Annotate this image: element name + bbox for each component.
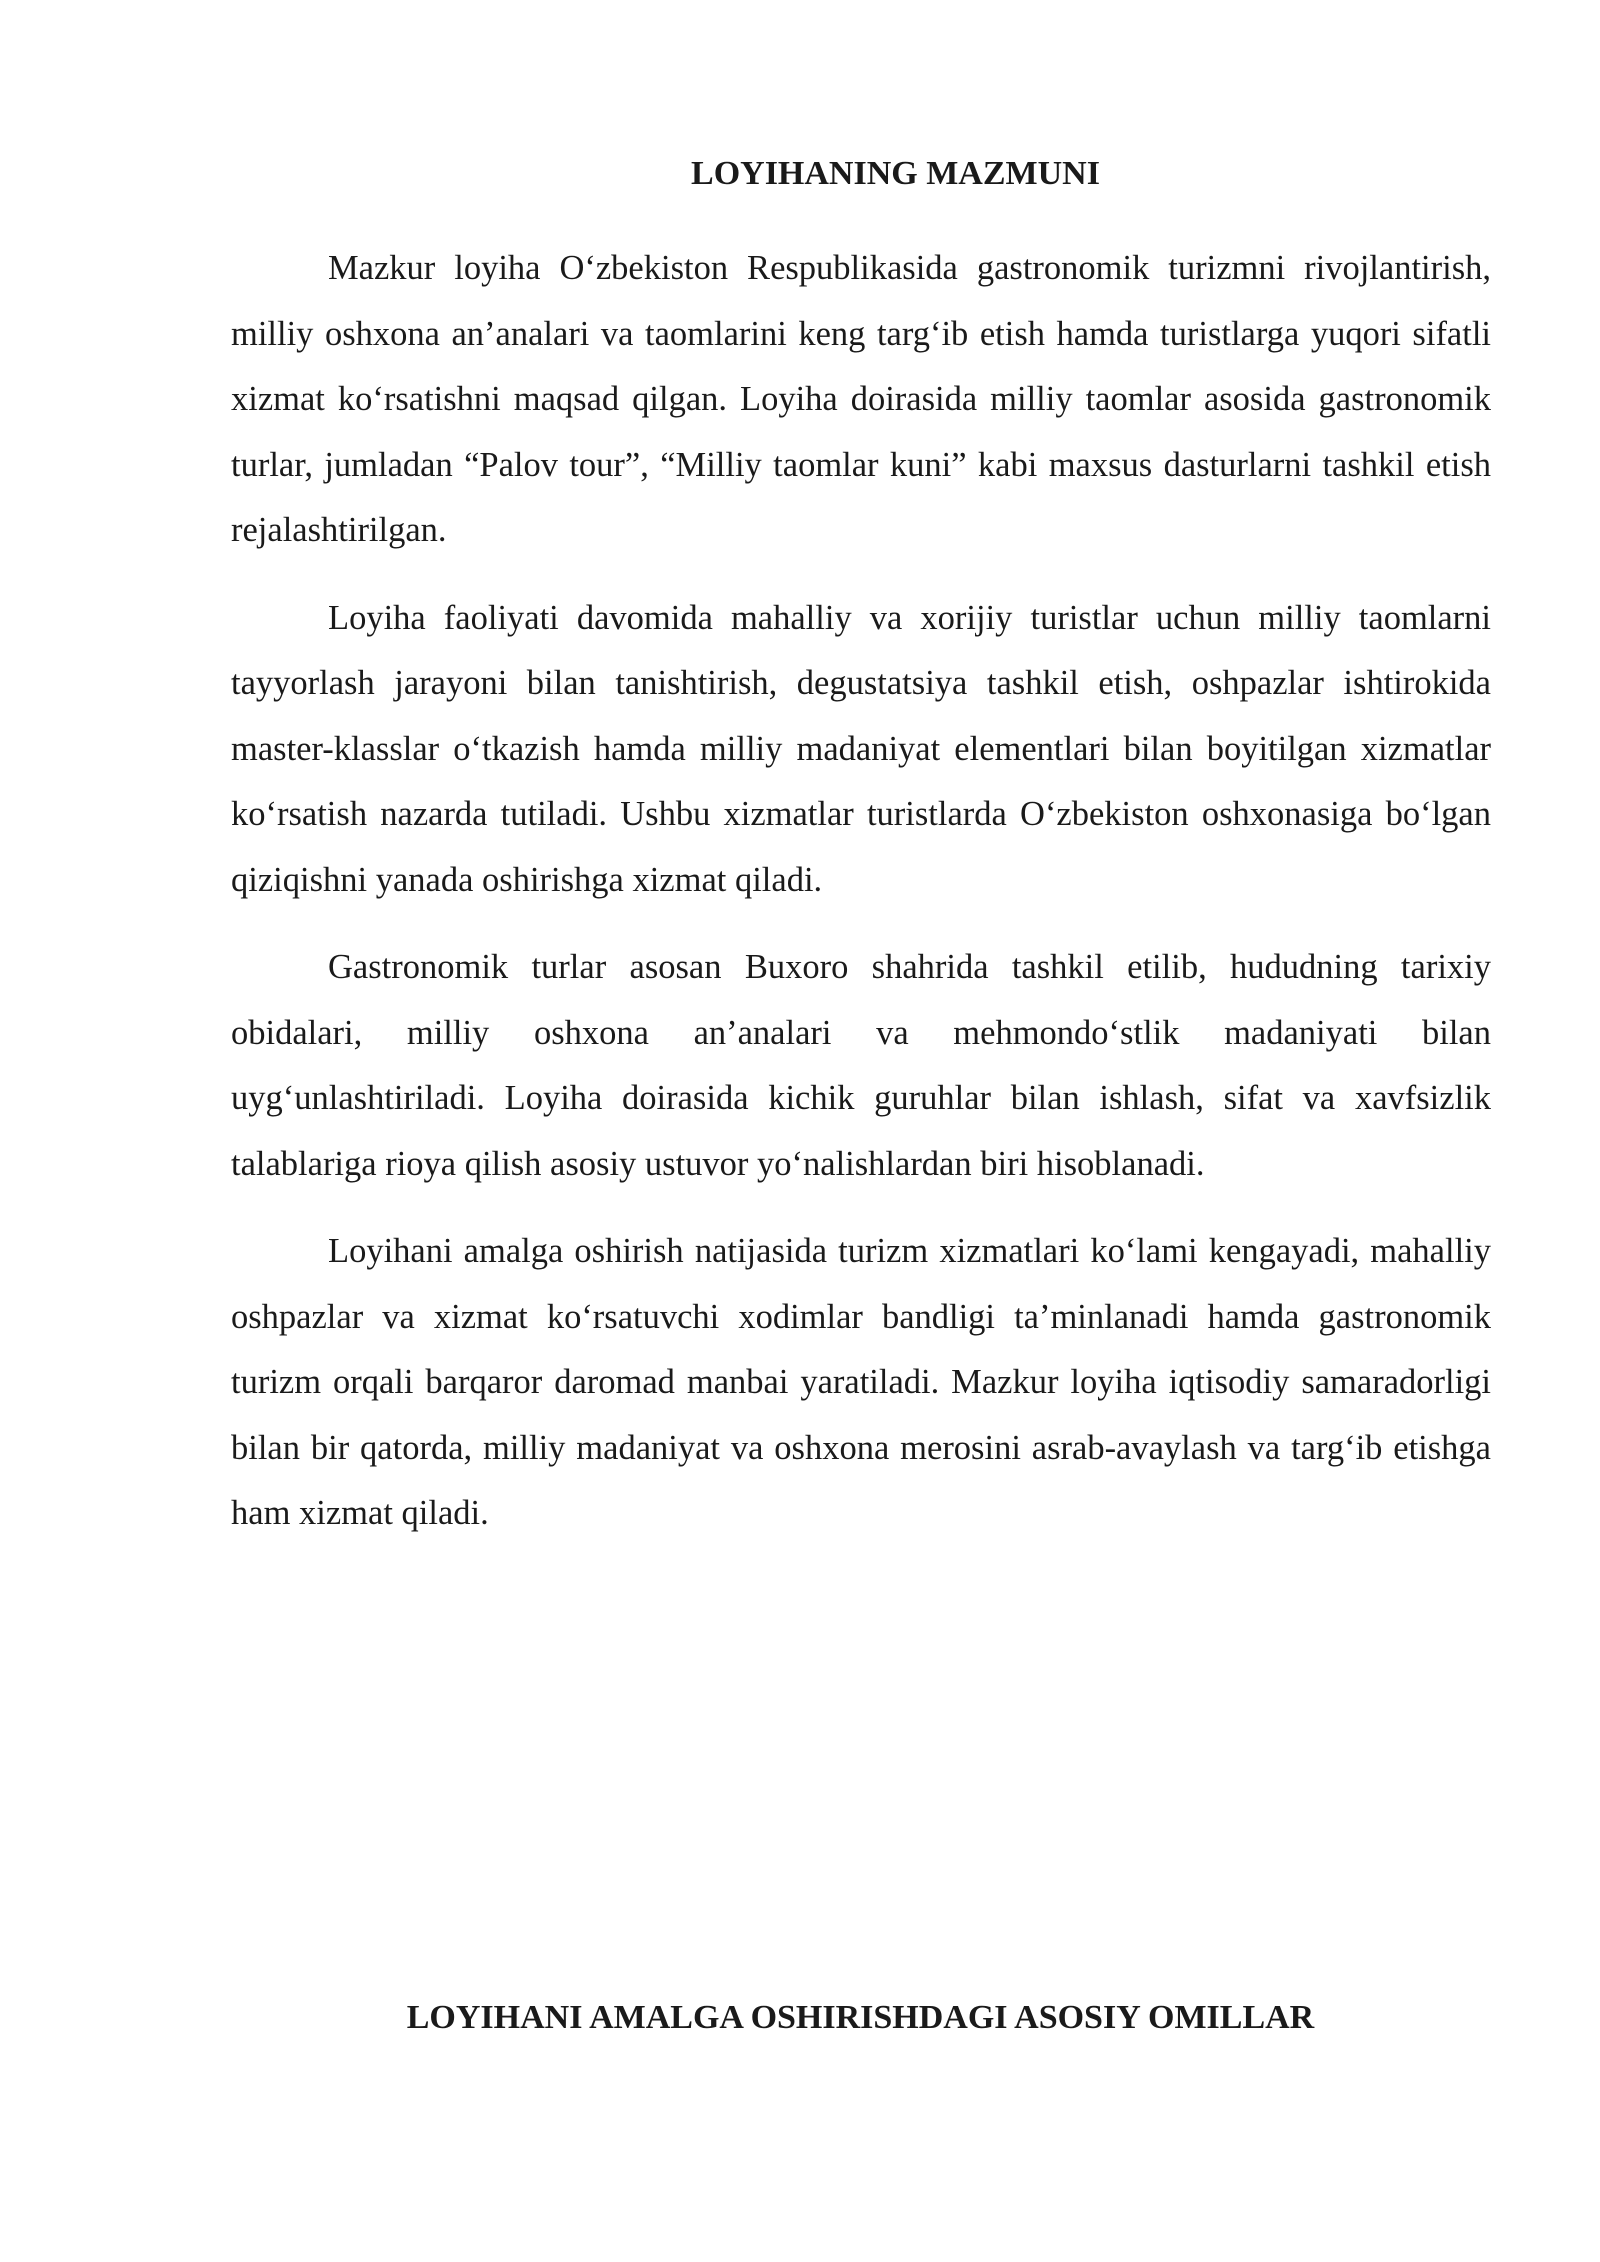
- paragraph-1: Mazkur loyiha O‘zbekiston Respublikasida gastronomik turizmni rivojlantirish, milliy oshxona an’analari va taomlarini keng targ‘ib etish hamda turistlarga yuqori sifatli xizmat ko‘rsatishni maqsad qilgan. Loyiha doirasida milliy taomlar asosida gastronomik turlar, jumladan “Palov tour”, “Milliy taomlar kuni” kabi maxsus dasturlarni tashkil etish rejalashtirilgan.: [231, 249, 1491, 549]
- document-body: [231, 236, 1491, 1569]
- page-title: LOYIHANING MAZMUNI: [691, 155, 1100, 192]
- paragraph-2: Loyiha faoliyati davomida mahalliy va xorijiy turistlar uchun milliy taomlarni tayyorlash jarayoni bilan tanishtirish, degustatsiya tashkil etish, oshpazlar ishtirokida master-klasslar o‘tkazish hamda milliy madaniyat elementlari bilan boyitilgan xizmatlar ko‘rsatish nazarda tutiladi. Ushbu xizmatlar turistlarda O‘zbekiston oshxonasiga bo‘lgan qiziqishni yanada oshirishga xizmat qiladi.: [231, 598, 1491, 899]
- paragraph-3: Gastronomik turlar asosan Buxoro shahrida tashkil etilib, hududning tarixiy obidalari, milliy oshxona an’analari va mehmondo‘stlik madaniyati bilan uyg‘unlashtiriladi. Loyiha doirasida kichik guruhlar bilan ishlash, sifat va xavfsizlik talablariga rioya qilish asosiy ustuvor yo‘nalishlardan biri hisoblanadi.: [231, 948, 1491, 1183]
- paragraph-4: Loyihani amalga oshirish natijasida turizm xizmatlari ko‘lami kengayadi, mahalliy oshpazlar va xizmat ko‘rsatuvchi xodimlar bandligi ta’minlanadi hamda gastronomik turizm orqali barqaror daromad manbai yaratiladi. Mazkur loyiha iqtisodiy samaradorligi bilan bir qatorda, milliy madaniyat va oshxona merosini asrab-avaylash va targ‘ib etishga ham xizmat qiladi.: [231, 1232, 1491, 1532]
- section-heading: LOYIHANI AMALGA OSHIRISHDAGI ASOSIY OMILLAR: [406, 1999, 1315, 2036]
